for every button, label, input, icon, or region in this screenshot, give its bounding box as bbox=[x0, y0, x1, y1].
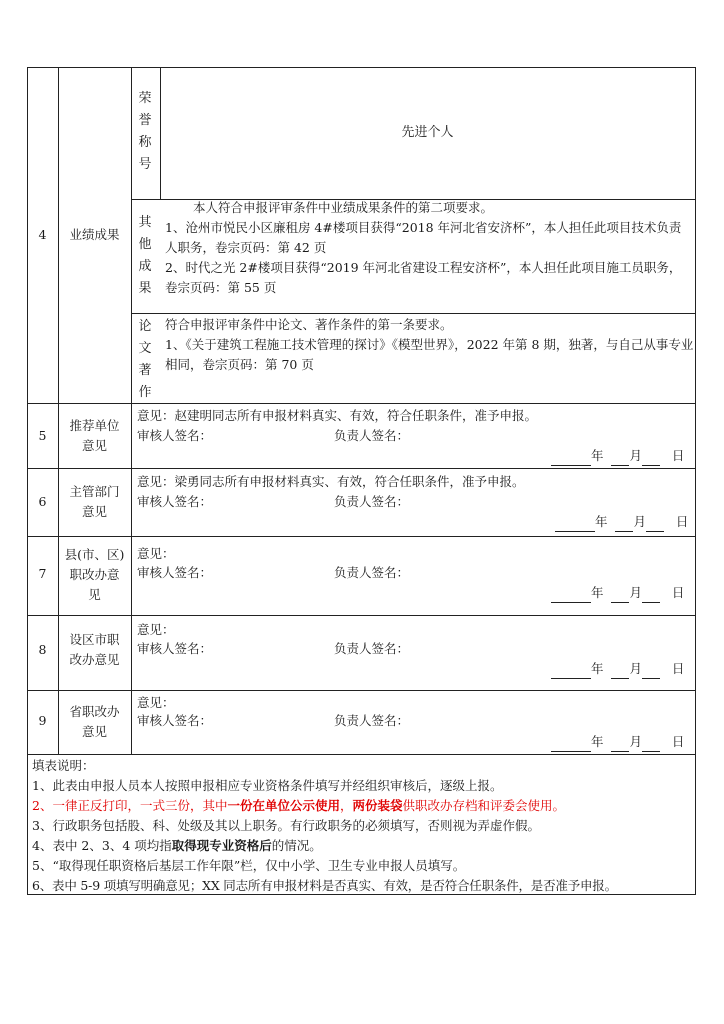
note-line: 6、表中 5-9 项填写明确意见；XX 同志所有申报材料是否真实、有效，是否符合任职条件，是否准予申报。 bbox=[32, 878, 617, 893]
grid-line bbox=[27, 615, 696, 616]
honor-value: 先进个人 bbox=[401, 125, 454, 140]
leader-signature: 负责人签名： bbox=[334, 428, 410, 443]
row-number: 8 bbox=[38, 642, 47, 657]
opinion-text: 意见： bbox=[137, 695, 175, 710]
papers-label: 论 文 著 作 bbox=[138, 319, 152, 400]
leader-signature: 负责人签名： bbox=[334, 565, 410, 580]
grid-line bbox=[27, 754, 696, 755]
row-label: 省职改办 bbox=[69, 704, 120, 719]
row-number: 9 bbox=[38, 713, 47, 728]
opinion-text: 意见：赵建明同志所有申报材料真实、有效，符合任职条件，准予申报。 bbox=[137, 408, 538, 423]
row-label: 主管部门 bbox=[69, 484, 120, 499]
other-line: 2、时代之光 2#楼项目获得“2019 年河北省建设工程安济杯”，本人担任此项目施工员职务， bbox=[165, 260, 682, 275]
row-number: 6 bbox=[38, 494, 47, 509]
row-label: 推荐单位 bbox=[69, 418, 120, 433]
date-line: 年 月 日 bbox=[555, 512, 688, 532]
row-label: 职改办意 bbox=[69, 567, 120, 582]
date-line: 年 月 日 bbox=[551, 732, 684, 752]
row-number: 4 bbox=[38, 227, 47, 242]
reviewer-signature: 审核人签名： bbox=[137, 428, 213, 443]
row-label: 意见 bbox=[81, 504, 107, 519]
opinion-text: 意见： bbox=[137, 622, 175, 637]
grid-line bbox=[695, 67, 696, 895]
paper-line: 相同，卷宗页码：第 70 页 bbox=[165, 357, 314, 372]
grid-line bbox=[27, 690, 696, 691]
note-line: 1、此表由申报人员本人按照申报相应专业资格条件填写并经组织审核后，逐级上报。 bbox=[32, 778, 503, 793]
grid-line bbox=[27, 403, 696, 404]
note-line: 4、表中 2、3、4 项均指取得现专业资格后的情况。 bbox=[32, 838, 322, 853]
leader-signature: 负责人签名： bbox=[334, 713, 410, 728]
opinion-text: 意见：梁勇同志所有申报材料真实、有效，符合任职条件，准予申报。 bbox=[137, 474, 525, 489]
note-line: 2、一律正反打印，一式三份，其中一份在单位公示使用，两份装袋供职改办存档和评委会使用。 bbox=[32, 798, 566, 813]
row-label: 县(市、区) bbox=[64, 547, 125, 562]
date-line: 年 月 日 bbox=[551, 583, 684, 603]
note-line: 5、“取得现任职资格后基层工作年限”栏，仅中小学、卫生专业申报人员填写。 bbox=[32, 858, 466, 873]
reviewer-signature: 审核人签名： bbox=[137, 641, 213, 656]
row-label: 业绩成果 bbox=[69, 227, 120, 242]
grid-line bbox=[131, 313, 696, 314]
date-line: 年 月 日 bbox=[551, 446, 684, 466]
date-line: 年 月 日 bbox=[551, 659, 684, 679]
grid-line bbox=[27, 67, 696, 68]
row-label: 意见 bbox=[81, 724, 107, 739]
grid-line bbox=[27, 67, 28, 895]
row-label: 意见 bbox=[81, 438, 107, 453]
reviewer-signature: 审核人签名： bbox=[137, 494, 213, 509]
opinion-text: 意见： bbox=[137, 546, 175, 561]
notes-title: 填表说明： bbox=[32, 758, 95, 773]
paper-line: 1、《关于建筑工程施工技术管理的探讨》《模型世界》，2022 年第 8 期，独著，与自己从事专业 bbox=[165, 337, 694, 352]
row-label: 见 bbox=[88, 587, 101, 602]
leader-signature: 负责人签名： bbox=[334, 494, 410, 509]
grid-line bbox=[27, 536, 696, 537]
note-line: 3、行政职务包括股、科、处级及其以上职务。有行政职务的必须填写，否则视为弄虚作假。 bbox=[32, 818, 540, 833]
other-line: 本人符合申报评审条件中业绩成果条件的第二项要求。 bbox=[193, 200, 494, 215]
leader-signature: 负责人签名： bbox=[334, 641, 410, 656]
row-number: 5 bbox=[38, 428, 47, 443]
honor-label: 荣 誉 称 号 bbox=[138, 91, 152, 172]
row-label: 改办意见 bbox=[69, 652, 120, 667]
other-line: 1、沧州市悦民小区廉租房 4#楼项目获得“2018 年河北省安济杯”，本人担任此项目技术负责 bbox=[165, 220, 682, 235]
reviewer-signature: 审核人签名： bbox=[137, 565, 213, 580]
other-line: 人职务，卷宗页码：第 42 页 bbox=[165, 240, 327, 255]
reviewer-signature: 审核人签名： bbox=[137, 713, 213, 728]
grid-line bbox=[131, 67, 132, 755]
other-achievements-label: 其 他 成 果 bbox=[138, 215, 152, 296]
paper-line: 符合申报评审条件中论文、著作条件的第一条要求。 bbox=[165, 317, 453, 332]
other-line: 卷宗页码：第 55 页 bbox=[165, 280, 277, 295]
row-label: 设区市职 bbox=[69, 632, 120, 647]
row-number: 7 bbox=[38, 566, 47, 581]
grid-line bbox=[27, 468, 696, 469]
